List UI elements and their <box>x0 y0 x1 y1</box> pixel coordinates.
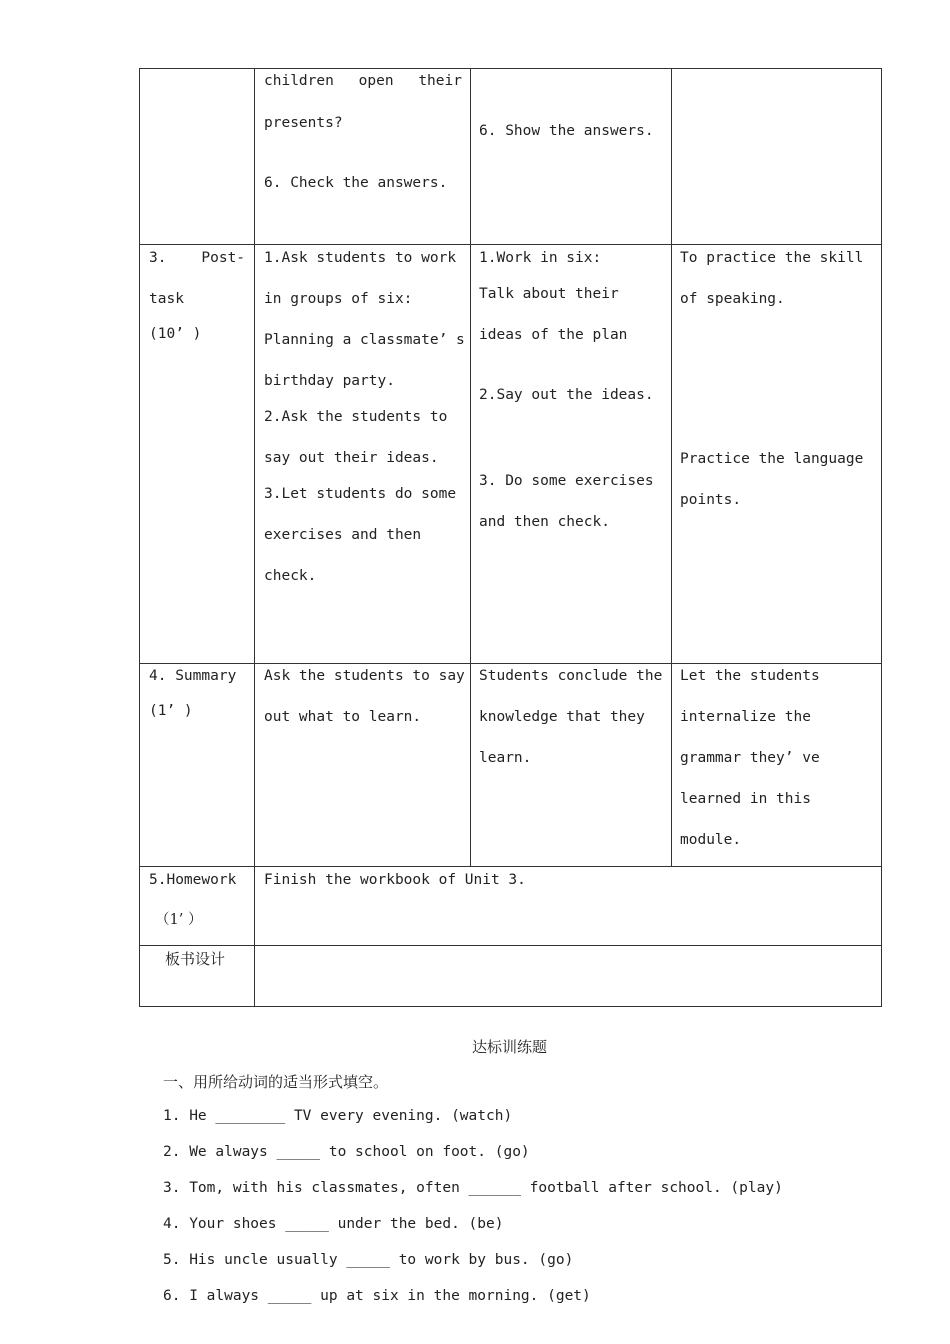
cell-line: learn. <box>479 750 532 766</box>
exercise-item: 2. We always _____ to school on foot. (go) <box>163 1144 530 1160</box>
cell-line: (10’ ) <box>149 326 202 342</box>
cell-line: task <box>149 291 184 307</box>
table-rule <box>139 68 140 1007</box>
table-rule <box>139 68 882 69</box>
cell-line: Talk about their <box>479 286 619 302</box>
table-rule <box>139 945 882 946</box>
cell-line: points. <box>680 492 742 508</box>
cell-line: 6. Check the answers. <box>264 175 448 191</box>
cell-line: 6. Show the answers. <box>479 123 654 139</box>
word: their <box>418 73 462 89</box>
cell-line: 2.Say out the ideas. <box>479 387 654 403</box>
cell-line: of speaking. <box>680 291 785 307</box>
word: open <box>358 73 394 89</box>
exercise-instruction: 一、用所给动词的适当形式填空。 <box>163 1073 389 1091</box>
cell-line: exercises and then <box>264 527 422 543</box>
cell-line: learned in this <box>680 791 811 807</box>
cell-line: （1’ ） <box>155 912 203 928</box>
cell-line: Let the students <box>680 668 820 684</box>
word: children <box>264 73 334 89</box>
cell-line: in groups of six: <box>264 291 413 307</box>
cell-line: presents? <box>264 115 343 131</box>
table-rule <box>254 68 255 1007</box>
cell-line: 2.Ask the students to <box>264 409 448 425</box>
cell-line: 3. Do some exercises <box>479 473 654 489</box>
table-rule <box>139 244 882 245</box>
cell-line: Practice the language <box>680 451 864 467</box>
cell-line: 1.Work in six: <box>479 250 602 266</box>
cell-line: 4. Summary <box>149 668 237 684</box>
table-rule <box>139 663 882 664</box>
cell-line: Ask the students to say <box>264 668 465 684</box>
cell-line: 1.Ask students to work <box>264 250 457 266</box>
exercise-item: 5. His uncle usually _____ to work by bus. (go) <box>163 1252 574 1268</box>
cell-line: (1’ ) <box>149 703 193 719</box>
exercise-item: 6. I always _____ up at six in the morning. (get) <box>163 1288 591 1304</box>
table-rule <box>671 68 672 867</box>
cell-line: Students conclude the <box>479 668 663 684</box>
cell-line: 3. Post- <box>149 250 246 266</box>
cell-line: birthday party. <box>264 373 395 389</box>
cell-line: and then check. <box>479 514 610 530</box>
cell-line: internalize the <box>680 709 811 725</box>
cell-line: check. <box>264 568 317 584</box>
cell-line: grammar they’ ve <box>680 750 820 766</box>
table-rule <box>881 68 882 1007</box>
cell-line: out what to learn. <box>264 709 422 725</box>
cell-line: Planning a classmate’ s <box>264 332 465 348</box>
cell-line: module. <box>680 832 742 848</box>
exercise-item: 4. Your shoes _____ under the bed. (be) <box>163 1216 504 1232</box>
cell-line: Finish the workbook of Unit 3. <box>264 872 526 888</box>
cell-line: To practice the skill <box>680 250 864 266</box>
table-rule <box>139 866 882 867</box>
exercise-item: 3. Tom, with his classmates, often ______ football after school. (play) <box>163 1180 783 1196</box>
table-rule <box>470 68 471 867</box>
table-rule <box>139 1006 882 1007</box>
cell-line: ideas of the plan <box>479 327 628 343</box>
board-design-label: 板书设计 <box>165 950 226 968</box>
exercise-title: 达标训练题 <box>472 1038 548 1056</box>
exercise-item: 1. He ________ TV every evening. (watch) <box>163 1108 513 1124</box>
cell-line: knowledge that they <box>479 709 645 725</box>
cell-line: say out their ideas. <box>264 450 439 466</box>
cell-line: 5.Homework <box>149 872 237 888</box>
cell-line-justified <box>264 72 462 90</box>
cell-line: 3.Let students do some <box>264 486 457 502</box>
